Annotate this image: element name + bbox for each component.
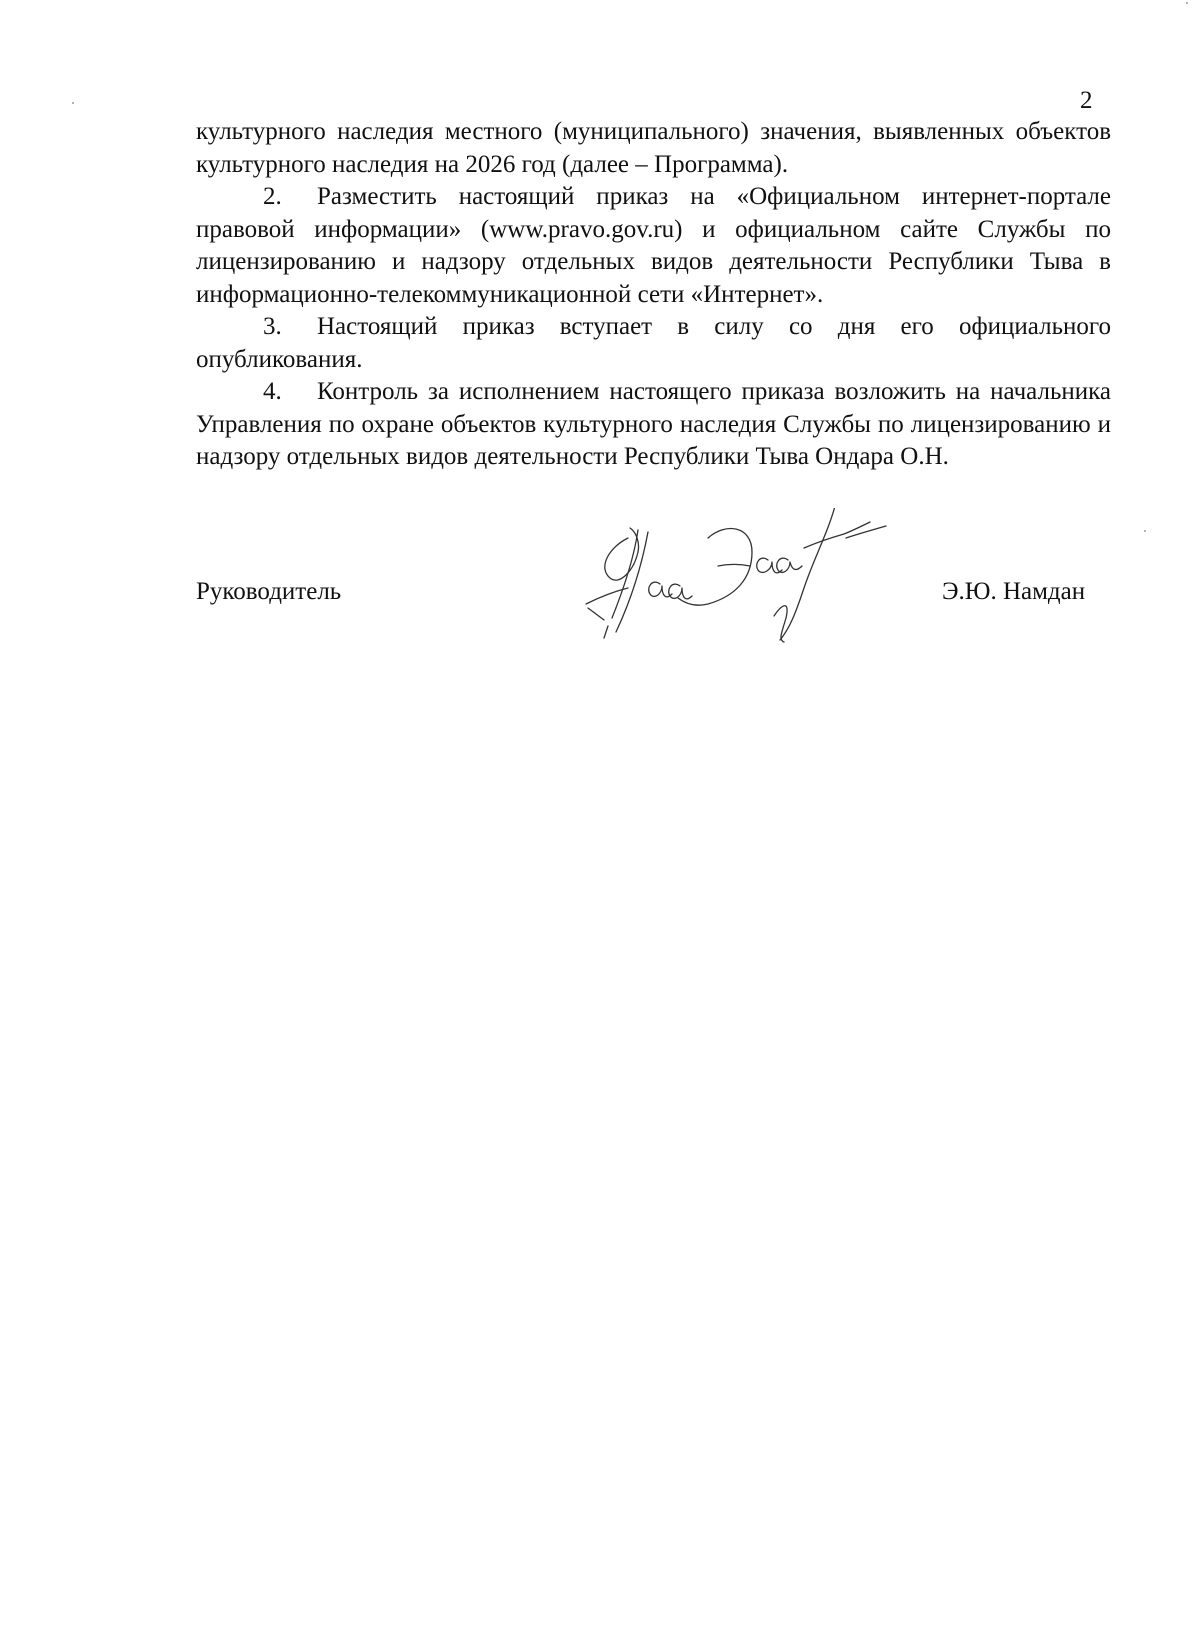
signer-name: Э.Ю. Намдан [942,578,1086,605]
paragraph-number: 3. [263,313,282,340]
scan-speck [72,102,74,104]
paragraph-continued [196,116,1111,181]
paragraph-number: 2. [263,183,282,210]
paragraph-text: культурного наследия местного (муниципального) значения, выявленных объектов культурного наследия на 2026 год (далее – Программа). [196,118,1111,178]
paragraph-text: Контроль за исполнением настоящего приказа возложить на начальника Управления по охране объектов культурного наследия Службы по лицензированию и надзору отдельных видов деятельности Республики Тыва Ондара О.Н. [196,378,1111,470]
handwritten-signature-icon [568,508,928,658]
paragraph-text: Разместить настоящий приказ на «Официальном интернет-портале правовой информации» (www.pravo.gov.ru) и официальном сайте Службы по лицензированию и надзору отдельных видов деятельности Республики Тыва в информационно-телекоммуникационной сети «Интернет». [196,183,1111,308]
paragraph-number: 4. [263,378,282,405]
paragraph-item-2 [196,181,1111,311]
paragraph-text: Настоящий приказ вступает в силу со дня его официального опубликования. [196,313,1111,373]
document-body [196,116,1111,474]
paragraph-item-4 [196,376,1111,474]
scan-speck [1144,530,1146,532]
scan-speck [1186,2,1188,4]
signer-position: Руководитель [196,578,342,605]
paragraph-item-3 [196,311,1111,376]
page-number: 2 [1080,87,1093,114]
